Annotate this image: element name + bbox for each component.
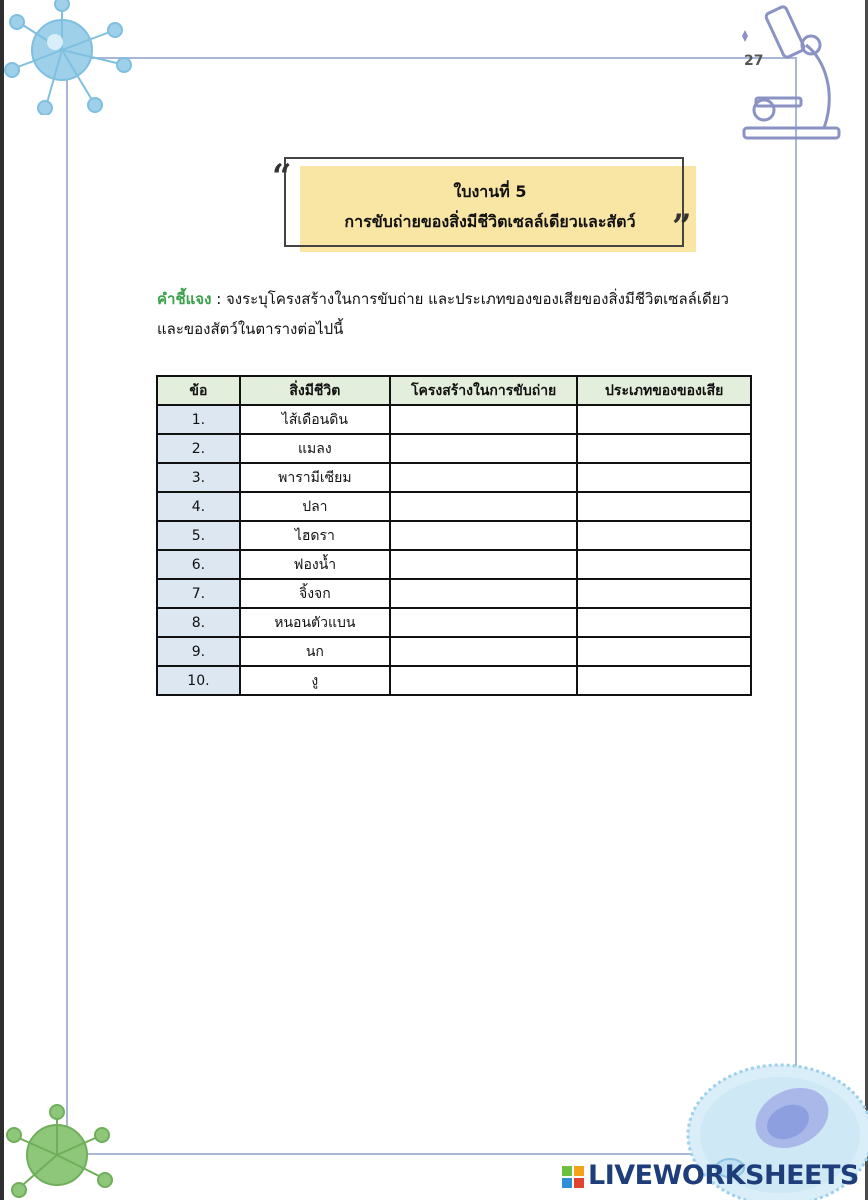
organism-cell: นก: [240, 637, 390, 666]
organism-cell: ปลา: [240, 492, 390, 521]
organism-cell: แมลง: [240, 434, 390, 463]
table-row: [157, 550, 751, 579]
waste-answer-cell[interactable]: [577, 434, 751, 463]
instructions-text: : จงระบุโครงสร้างในการขับถ่าย และประเภทของของเสียของสิ่งมีชีวิตเซลล์เดียวและของสัตว์ในตารางต่อไปนี้: [157, 290, 729, 338]
organism-cell: ไส้เดือนดิน: [240, 405, 390, 434]
table-row: [157, 608, 751, 637]
worksheet-title: การขับถ่ายของสิ่งมีชีวิตเซลล์เดียวและสัตว์: [344, 212, 636, 231]
row-number: 10.: [157, 666, 240, 695]
open-quote-icon: “: [272, 157, 292, 197]
row-number: 5.: [157, 521, 240, 550]
row-number: 2.: [157, 434, 240, 463]
header-organism: สิ่งมีชีวิต: [240, 376, 390, 405]
table-row: [157, 666, 751, 695]
organism-cell: ไฮดรา: [240, 521, 390, 550]
row-number: 4.: [157, 492, 240, 521]
worksheet-number: ใบงานที่ 5: [453, 182, 527, 201]
instructions: [157, 284, 737, 344]
waste-answer-cell[interactable]: [577, 637, 751, 666]
table-row: [157, 463, 751, 492]
waste-answer-cell[interactable]: [577, 579, 751, 608]
organism-cell: ฟองน้ำ: [240, 550, 390, 579]
virus-icon: [0, 0, 135, 115]
table-row: [157, 579, 751, 608]
organism-cell: จิ้งจก: [240, 579, 390, 608]
table-row: [157, 434, 751, 463]
waste-answer-cell[interactable]: [577, 405, 751, 434]
structure-answer-cell[interactable]: [390, 521, 578, 550]
left-edge: [0, 0, 4, 1200]
worksheet-table: [156, 375, 752, 696]
structure-answer-cell[interactable]: [390, 492, 578, 521]
structure-answer-cell[interactable]: [390, 405, 578, 434]
row-number: 1.: [157, 405, 240, 434]
row-number: 6.: [157, 550, 240, 579]
structure-answer-cell[interactable]: [390, 666, 578, 695]
waste-answer-cell[interactable]: [577, 463, 751, 492]
page-number: 27: [744, 53, 764, 69]
header-waste-type: ประเภทของของเสีย: [577, 376, 751, 405]
structure-answer-cell[interactable]: [390, 550, 578, 579]
table-row: [157, 521, 751, 550]
structure-answer-cell[interactable]: [390, 463, 578, 492]
table-row: [157, 405, 751, 434]
waste-answer-cell[interactable]: [577, 608, 751, 637]
row-number: 9.: [157, 637, 240, 666]
organism-cell: งู: [240, 666, 390, 695]
instructions-label: คำชี้แจง: [157, 290, 212, 308]
table-row: [157, 492, 751, 521]
liveworksheets-brand[interactable]: LIVEWORKSHEETS: [588, 1160, 859, 1191]
microscope-icon: [736, 0, 851, 145]
header-structure: โครงสร้างในการขับถ่าย: [390, 376, 578, 405]
structure-answer-cell[interactable]: [390, 637, 578, 666]
organism-cell: พารามีเซียม: [240, 463, 390, 492]
organism-cell: หนอนตัวแบน: [240, 608, 390, 637]
waste-answer-cell[interactable]: [577, 521, 751, 550]
row-number: 7.: [157, 579, 240, 608]
row-number: 8.: [157, 608, 240, 637]
waste-answer-cell[interactable]: [577, 666, 751, 695]
row-number: 3.: [157, 463, 240, 492]
waste-answer-cell[interactable]: [577, 492, 751, 521]
structure-answer-cell[interactable]: [390, 434, 578, 463]
header-no: ข้อ: [157, 376, 240, 405]
close-quote-icon: ”: [672, 207, 692, 247]
liveworksheets-logo-icon: [562, 1166, 584, 1188]
waste-answer-cell[interactable]: [577, 550, 751, 579]
structure-answer-cell[interactable]: [390, 608, 578, 637]
structure-answer-cell[interactable]: [390, 579, 578, 608]
table-row: [157, 637, 751, 666]
table-header-row: [157, 376, 751, 405]
green-virus-icon: [2, 1100, 117, 1200]
